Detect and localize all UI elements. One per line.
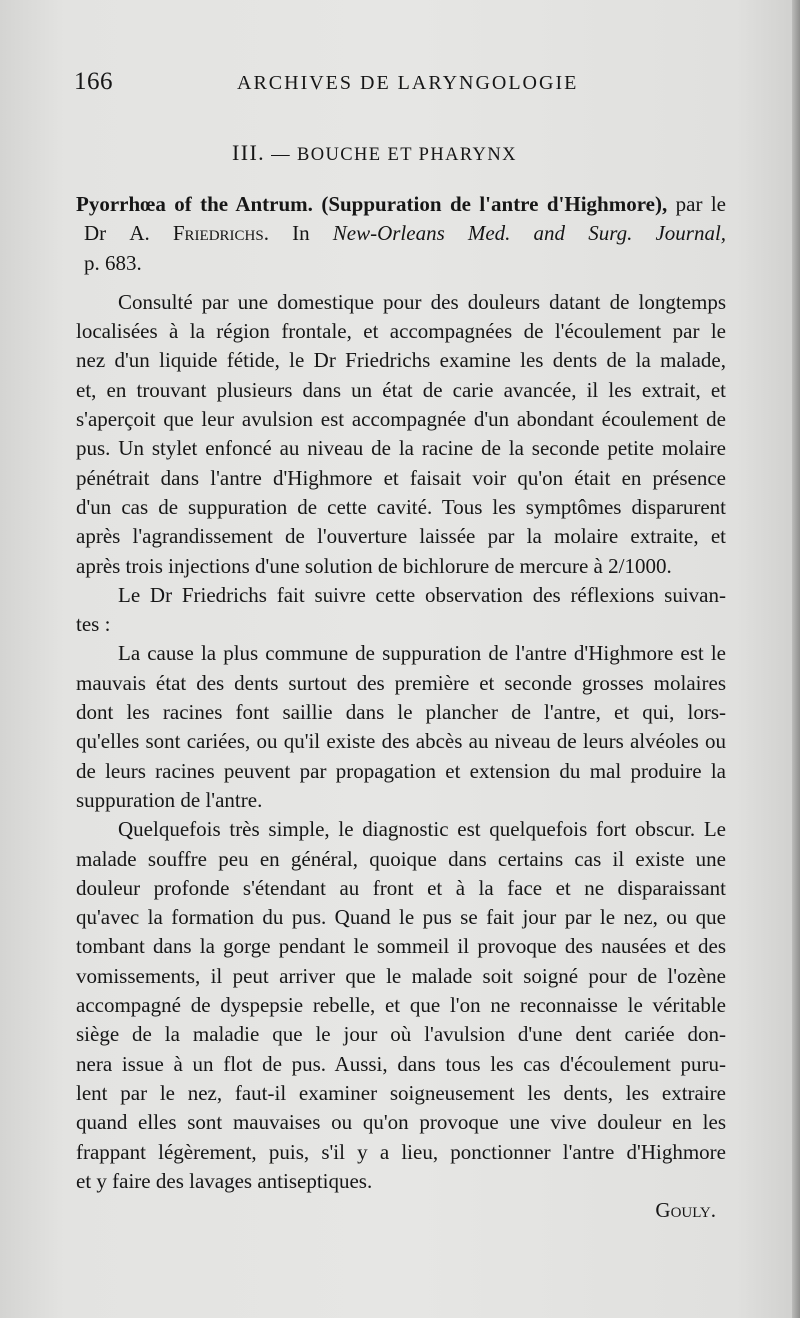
text-line: quand elles sont mauvaises ou qu'on provoque une vive douleur en les bbox=[76, 1110, 726, 1135]
text-line: Le Dr Friedrichs fait suivre cette observation des réflexions suivan- bbox=[118, 582, 726, 607]
text-line: accompagné de dyspepsie rebelle, et que l'on ne reconnaisse le véritable bbox=[76, 993, 726, 1018]
text-line: douleur profonde s'étendant au front et à la face et ne disparaissant bbox=[76, 875, 726, 900]
text-line: qu'elles sont cariées, ou qu'il existe des abcès au niveau de leurs alvéoles ou bbox=[76, 729, 726, 754]
text-line: après trois injections d'une solution de bichlorure de mercure à 2/1000. bbox=[76, 553, 672, 578]
text-line: s'aperçoit que leur avulsion est accompagnée d'un abondant écoulement de bbox=[76, 407, 726, 432]
text-line: malade souffre peu en général, quoique dans certains cas il existe une bbox=[76, 846, 726, 871]
page-number: 166 bbox=[74, 68, 113, 95]
page-edge-shadow bbox=[792, 0, 800, 1318]
citation-line bbox=[76, 249, 726, 278]
page-header bbox=[74, 68, 720, 104]
text-line: Consulté par une domestique pour des douleurs datant de longtemps bbox=[118, 289, 726, 314]
text-line: siège de la maladie que le jour où l'avulsion d'une dent cariée don- bbox=[76, 1022, 726, 1047]
citation-title: Pyorrhœa of the Antrum. bbox=[76, 192, 313, 216]
text-line: tombant dans la gorge pendant le sommeil il provoque des nausées et des bbox=[76, 934, 726, 959]
text-line: lent par le nez, faut-il examiner soigneusement les dents, les extraire bbox=[76, 1080, 726, 1105]
citation-line bbox=[76, 219, 726, 248]
citation-page: p. 683. bbox=[84, 250, 142, 275]
text-line: tes : bbox=[76, 612, 111, 637]
text-line: dont les racines font saillie dans le plancher de l'antre, et qui, lors- bbox=[76, 700, 726, 725]
text-line: frappant légèrement, puis, s'il y a lieu, ponctionner l'antre d'Highmore bbox=[76, 1139, 726, 1164]
citation-dr: Dr bbox=[84, 221, 107, 246]
section-heading bbox=[232, 140, 517, 166]
text-line: mauvais état des dents surtout des première et seconde grosses molaires bbox=[76, 670, 726, 695]
citation-journal: New-Orleans Med. and Surg. Journal, bbox=[332, 221, 727, 246]
text-line: pus. Un stylet enfoncé au niveau de la racine de la seconde petite molaire bbox=[76, 436, 726, 461]
citation-subtitle: (Suppuration de l'antre d'Highmore), bbox=[321, 192, 668, 216]
text-line: qu'avec la formation du pus. Quand le pus se fait jour par le nez, ou que bbox=[76, 905, 726, 930]
signature bbox=[76, 1196, 726, 1225]
text-line: nez d'un liquide fétide, le Dr Friedrichs examine les dents de la malade, bbox=[76, 348, 726, 373]
text-line: localisées à la région frontale, et accompagnées de l'écoulement par le bbox=[76, 319, 726, 344]
text-line: pénétrait dans l'antre d'Highmore et faisait voir qu'on était en présence bbox=[76, 465, 726, 490]
article-text bbox=[76, 190, 726, 1225]
section-title: — BOUCHE ET PHARYNX bbox=[271, 145, 517, 165]
text-line: et, en trouvant plusieurs dans un état de carie avancée, il les extrait, et bbox=[76, 377, 726, 402]
text-line: La cause la plus commune de suppuration de l'antre d'Highmore est le bbox=[118, 641, 726, 666]
text-line: après l'agrandissement de l'ouverture laissée par la molaire extraite, et bbox=[76, 524, 726, 549]
citation-line bbox=[76, 190, 726, 219]
citation-by: par le bbox=[675, 192, 726, 216]
text-line: suppuration de l'antre. bbox=[76, 787, 263, 812]
text-line: de leurs racines peuvent par propagation et extension du mal produire la bbox=[76, 758, 726, 783]
text-line: vomissements, il peut arriver que le malade soit soigné pour de l'ozène bbox=[76, 963, 726, 988]
citation-in: In bbox=[292, 221, 310, 246]
text-line: nera issue à un flot de pus. Aussi, dans tous les cas d'écoulement puru- bbox=[76, 1051, 726, 1076]
running-title: ARCHIVES DE LARYNGOLOGIE bbox=[237, 72, 579, 94]
citation-author: A. Friedrichs. bbox=[129, 221, 269, 246]
section-numeral: III. bbox=[232, 140, 266, 165]
text-line: Quelquefois très simple, le diagnostic est quelquefois fort obscur. Le bbox=[118, 817, 726, 842]
text-line: d'un cas de suppuration de cette cavité. Tous les symptômes disparurent bbox=[76, 494, 726, 519]
text-line: et y faire des lavages antiseptiques. bbox=[76, 1168, 373, 1193]
signature-name: Gouly. bbox=[655, 1198, 716, 1223]
